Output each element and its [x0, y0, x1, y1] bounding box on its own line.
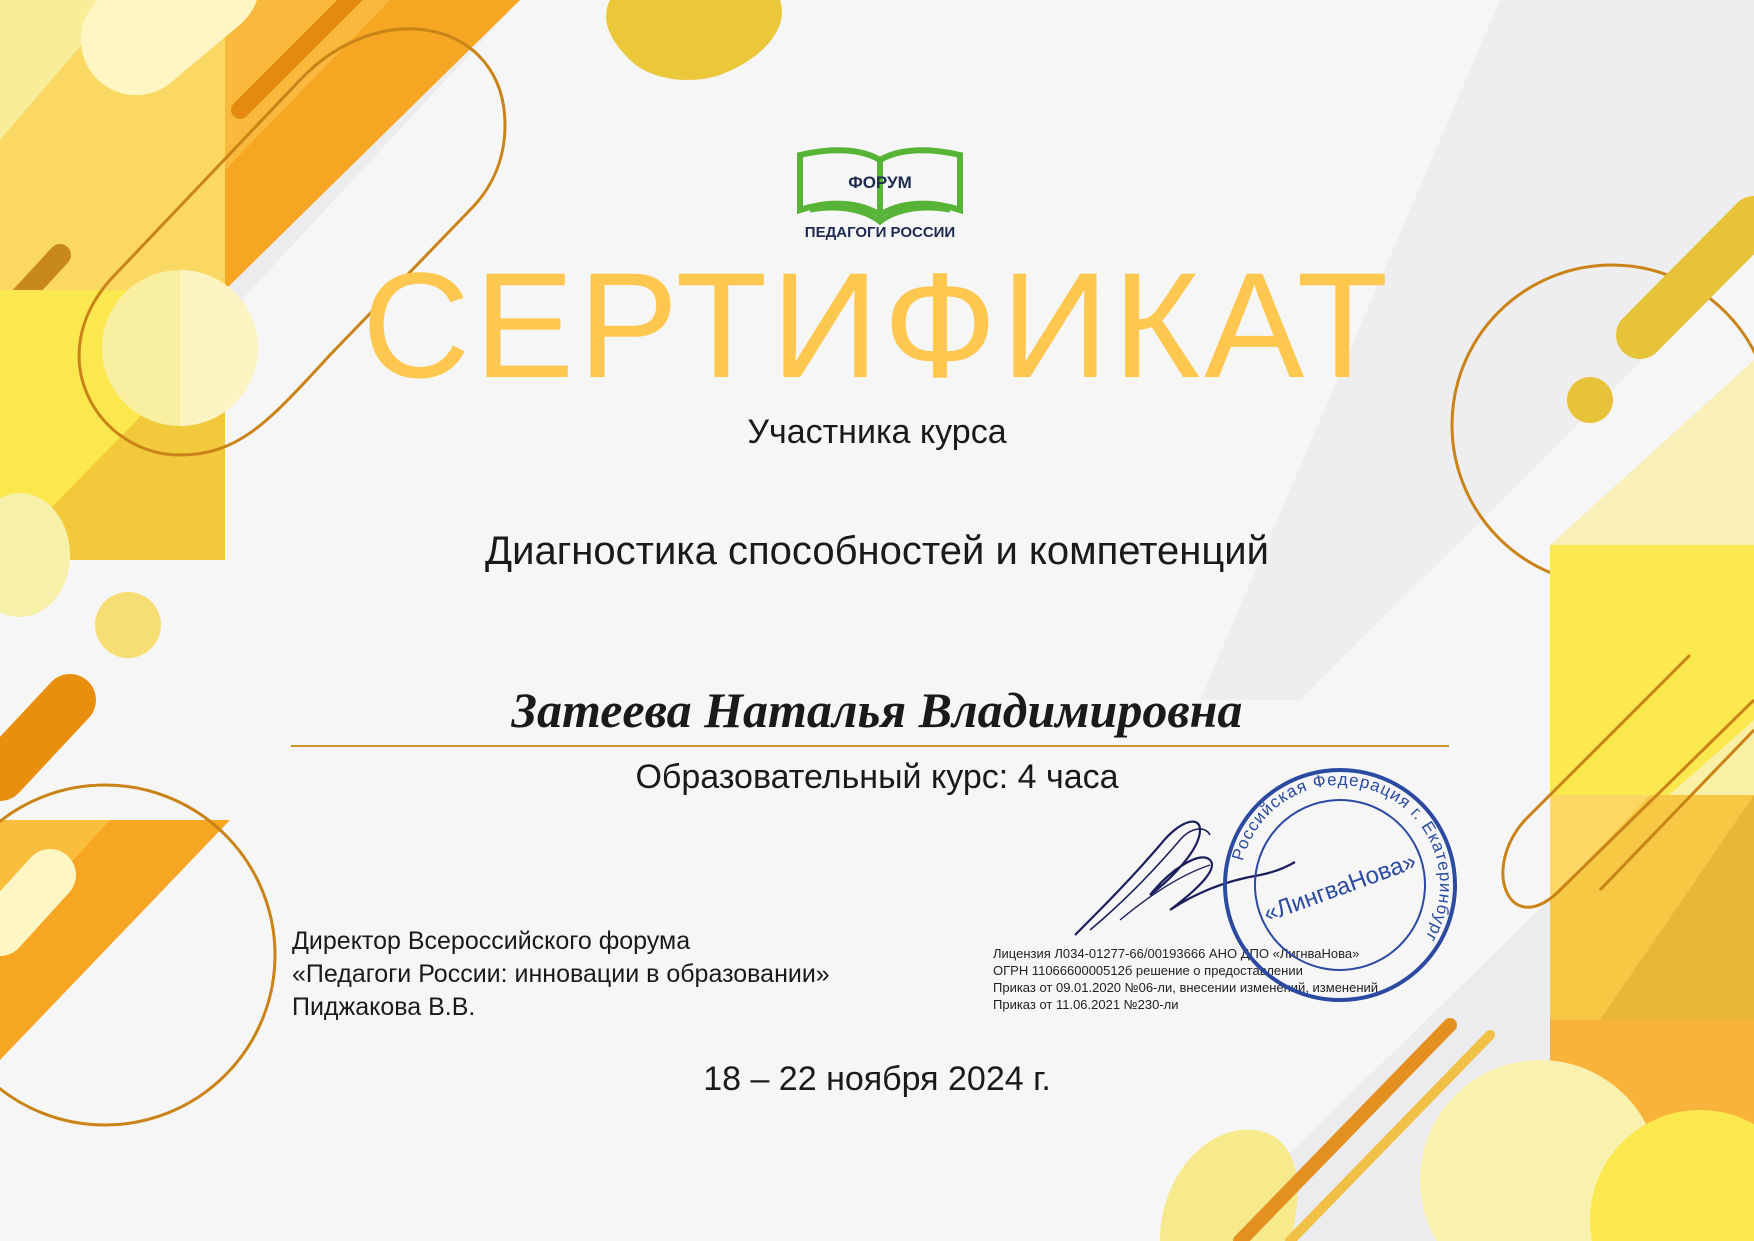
- forum-logo: [780, 140, 980, 240]
- organization-stamp: [1210, 765, 1470, 1005]
- license-line-1: Лицензия Л034-01277-66/00193666 АНО ДПО «ЛигнваНова»: [993, 946, 1360, 961]
- svg-text:Российская Федерация г. Екатер: [1218, 765, 1464, 973]
- director-title: Директор Всероссийского форума: [292, 927, 691, 955]
- course-dates: 18 – 22 ноября 2024 г.: [703, 1060, 1051, 1098]
- director-forum: «Педагоги России: инновации в образовании»: [292, 960, 830, 988]
- director-name: Пиджакова В.В.: [292, 993, 476, 1021]
- course-name: Диагностика способностей и компетенций: [485, 529, 1269, 573]
- license-line-2: ОГРН 1106660000512б решение о предоставлении: [993, 963, 1303, 978]
- name-underline: [291, 745, 1449, 747]
- participant-name: Затеева Наталья Владимировна: [511, 682, 1243, 738]
- license-line-3: Приказ от 09.01.2020 №06-ли, внесении изменений, изменений: [993, 980, 1379, 995]
- course-duration: Образовательный курс: 4 часа: [635, 758, 1119, 796]
- license-line-4: Приказ от 11.06.2021 №230-ли: [993, 997, 1179, 1012]
- certificate-title: СЕРТИФИКАТ: [361, 241, 1393, 409]
- stamp-ring-text: Российская Федерация г. Екатеринбург: [1228, 769, 1456, 946]
- logo-name-text: ПЕДАГОГИ РОССИИ: [804, 224, 956, 240]
- stamp-center-text: «ЛингваНова»: [1259, 847, 1420, 928]
- director-block: [292, 925, 830, 1024]
- logo-forum-text: ФОРУМ: [848, 173, 912, 192]
- certificate-subtitle: Участника курса: [747, 413, 1007, 451]
